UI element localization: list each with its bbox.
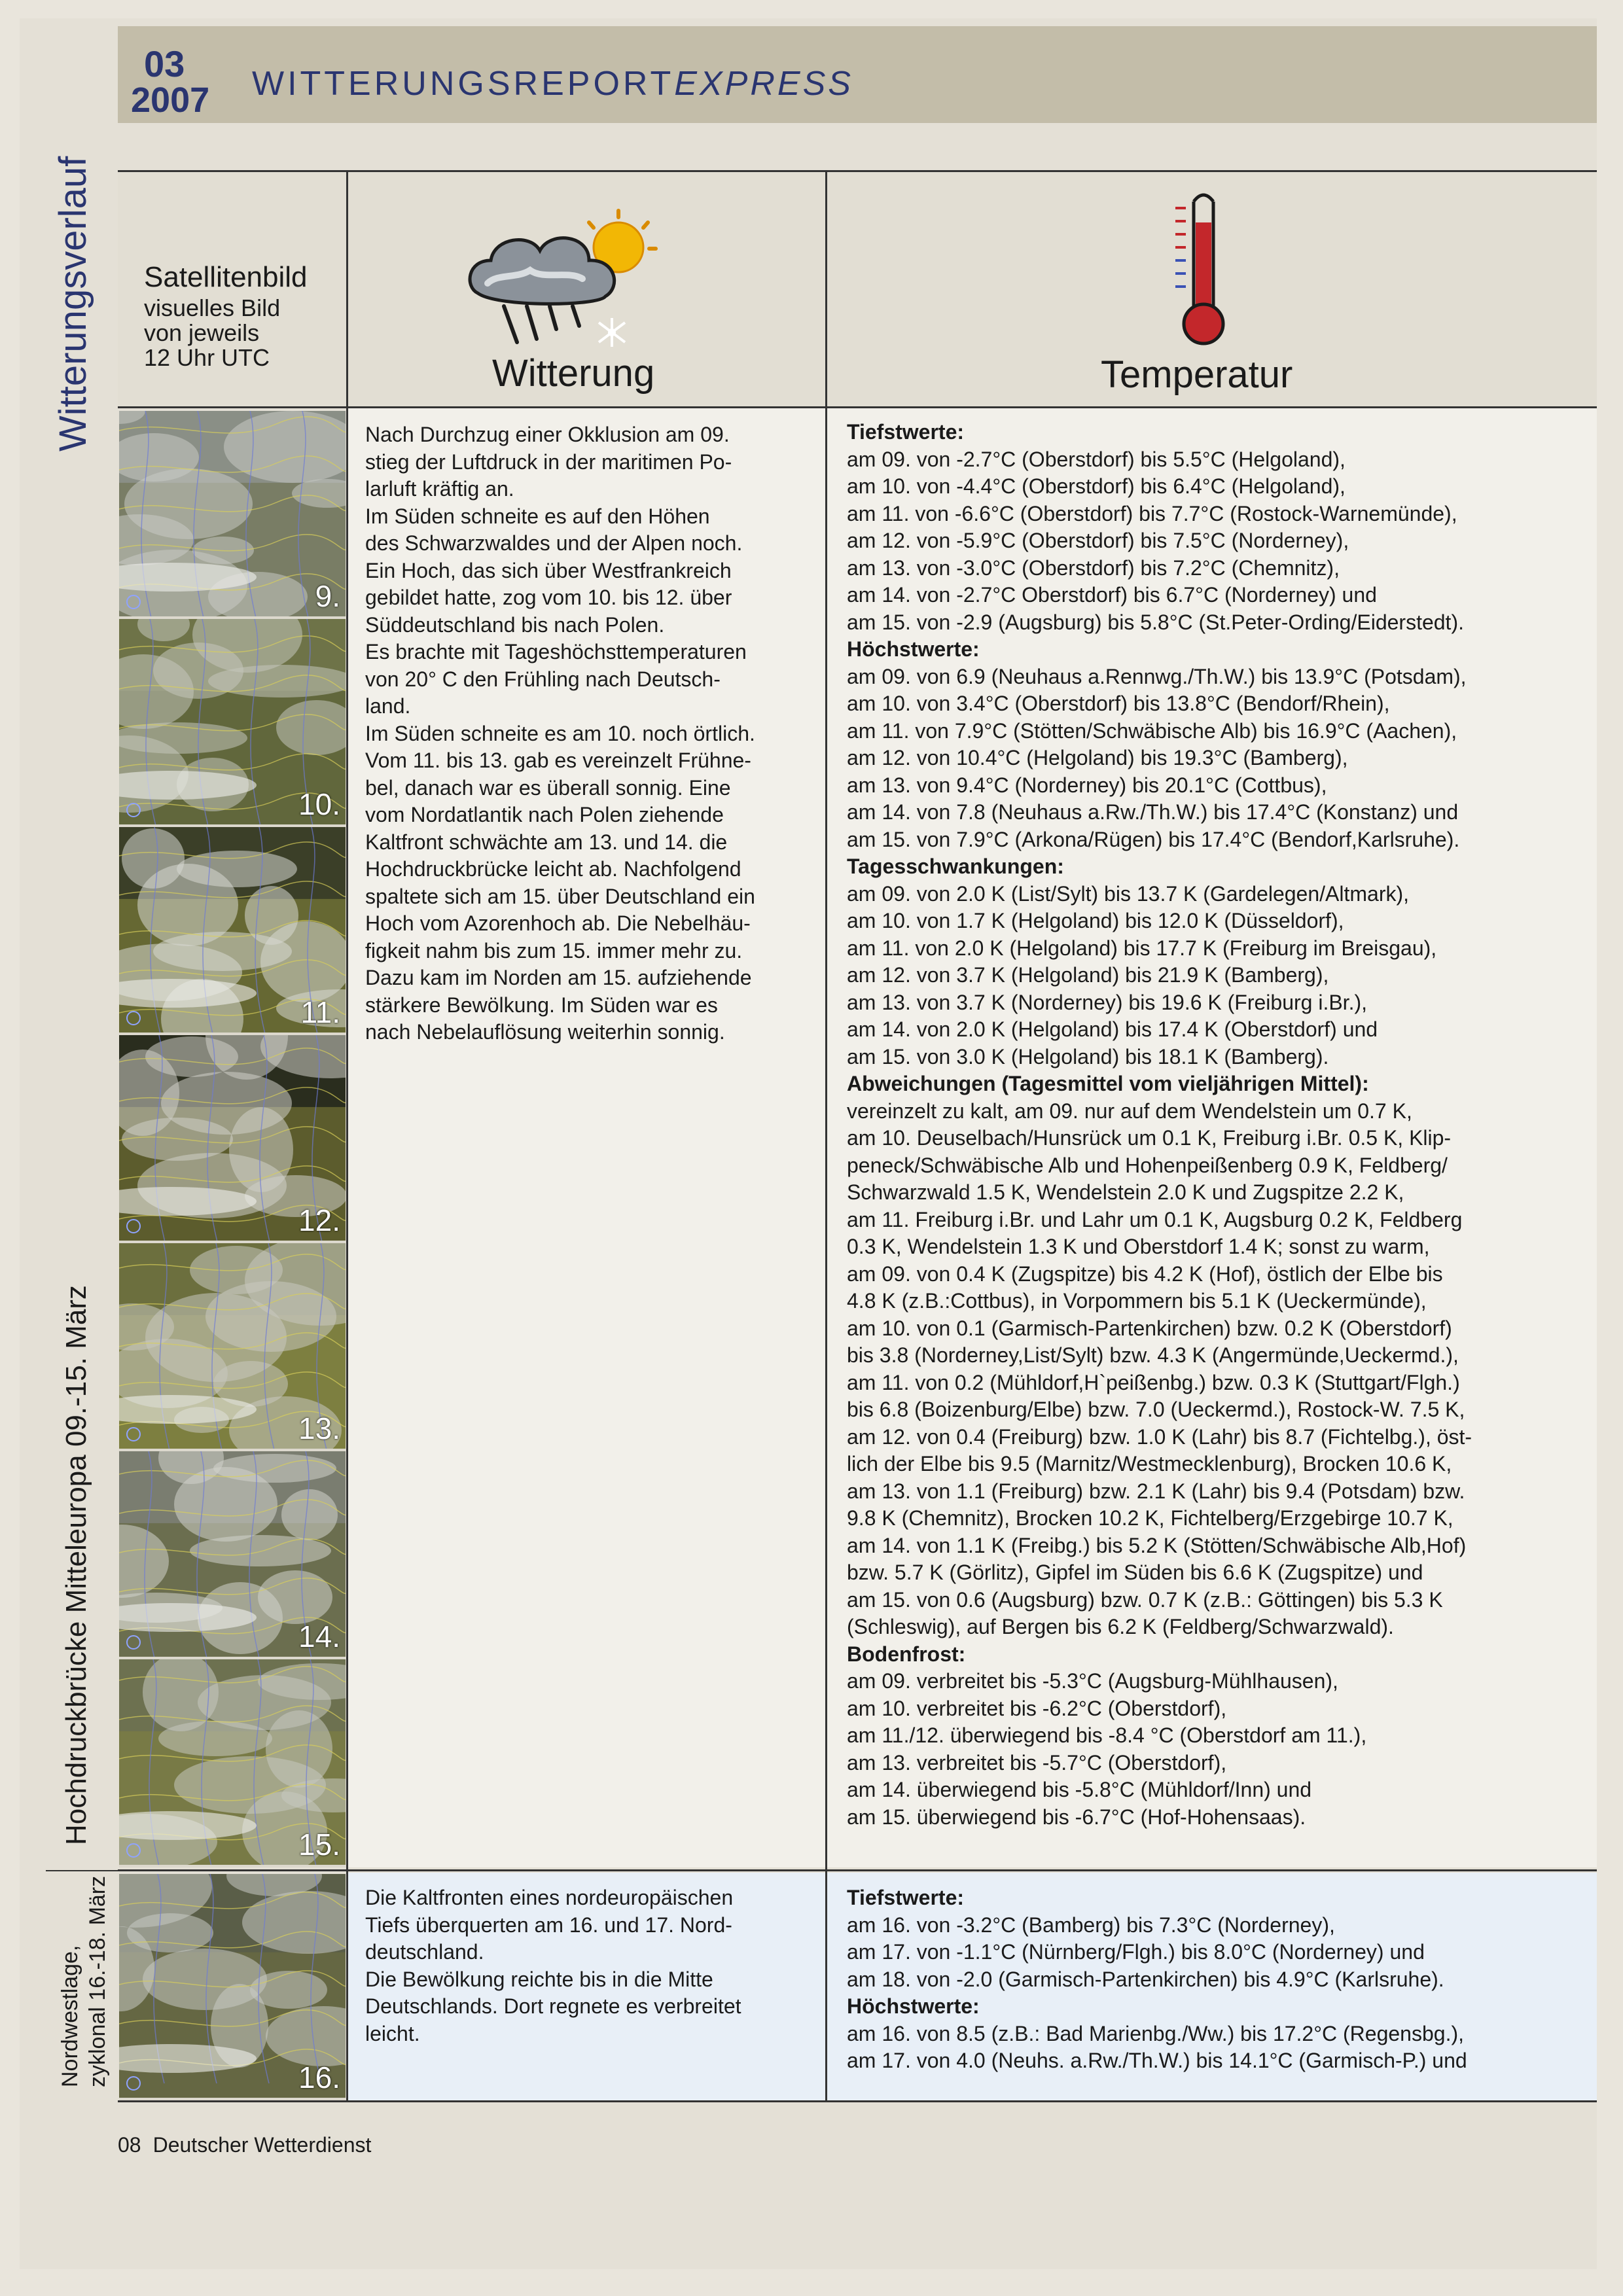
text-line: nach Nebelauflösung weiterhin sonnig. (365, 1020, 725, 1044)
text-line: Hochdruckbrücke leicht ab. Nachfolgend (365, 857, 741, 881)
satellite-sub-line: visuelles Bild (144, 294, 281, 321)
text-line: am 15. von -2.9 (Augsburg) bis 5.8°C (St.Peter-Ording/Eiderstedt). (847, 610, 1464, 634)
text-line: am 12. von 3.7 K (Helgoland) bis 21.9 K (Bamberg), (847, 963, 1329, 987)
text-line: am 11. von 0.2 (Mühldorf,H`peißenbg.) bzw. 0.3 K (Stuttgart/Flgh.) (847, 1370, 1460, 1394)
section-heading: Tiefstwerte: (847, 420, 965, 444)
publisher-name: Deutscher Wetterdienst (152, 2133, 372, 2157)
satellite-image (119, 411, 346, 619)
section-heading: Höchstwerte: (847, 1994, 980, 2018)
text-line: am 14. von 1.1 K (Freibg.) bis 5.2 K (Stötten/Schwäbische Alb,Hof) (847, 1533, 1467, 1557)
text-line: am 10. von -4.4°C (Oberstdorf) bis 6.4°C (Helgoland), (847, 474, 1346, 498)
text-line: Vom 11. bis 13. gab es vereinzelt Frühne- (365, 749, 751, 772)
satellite-day-label: 15. (298, 1828, 340, 1862)
period-divider (46, 1870, 118, 1871)
text-line: bel, danach war es überall sonnig. Eine (365, 775, 731, 800)
text-line: am 17. von -1.1°C (Nürnberg/Flgh.) bis 8.0°C (Norderney) und (847, 1940, 1425, 1964)
text-line: am 13. von -3.0°C (Oberstdorf) bis 7.2°C (Chemnitz), (847, 556, 1340, 580)
text-line: Tiefs überquerten am 16. und 17. Nord- (365, 1913, 732, 1937)
text-line: am 15. von 7.9°C (Arkona/Rügen) bis 17.4°C (Bendorf,Karlsruhe). (847, 827, 1460, 851)
text-line: (Schleswig), auf Bergen bis 6.2 K (Feldberg/Schwarzwald). (847, 1615, 1394, 1638)
text-line: peneck/Schwäbische Alb und Hohenpeißenberg 0.9 K, Feldberg/ (847, 1153, 1448, 1177)
satellite-day-label: 11. (300, 995, 340, 1029)
report-title-main: WITTERUNGSREPORT (252, 65, 675, 103)
issue-number: 03 (144, 43, 185, 84)
text-line: bis 6.8 (Boizenburg/Elbe) bzw. 7.0 (Ueckermd.), Rostock-W. 7.5 K, (847, 1398, 1465, 1421)
satellite-sub-line: von jeweils (144, 319, 260, 346)
text-line: vom Nordatlantik nach Polen ziehende (365, 803, 724, 826)
text-line: am 10. von 0.1 (Garmisch-Partenkirchen) bzw. 0.2 K (Oberstdorf) (847, 1316, 1452, 1340)
section-heading: Bodenfrost: (847, 1642, 966, 1666)
satellite-image (119, 1243, 346, 1451)
thermometer-icon (1166, 190, 1238, 353)
text-line: am 18. von -2.0 (Garmisch-Partenkirchen) bis 4.9°C (Karlsruhe). (847, 1967, 1444, 1991)
temperature-column-title: Temperatur (1101, 353, 1293, 396)
text-line: bzw. 5.7 K (Görlitz), Gipfel im Süden bis 6.6 K (Zugspitze) und (847, 1561, 1423, 1584)
satellite-day-label: 13. (298, 1411, 340, 1445)
text-line: am 15. von 3.0 K (Helgoland) bis 18.1 K (Bamberg). (847, 1044, 1329, 1069)
text-line: am 10. von 3.4°C (Oberstdorf) bis 13.8°C (Bendorf/Rhein), (847, 692, 1390, 715)
text-line: vereinzelt zu kalt, am 09. nur auf dem Wendelstein um 0.7 K, (847, 1099, 1412, 1123)
temperature-details-2 (847, 1884, 1586, 2075)
satellite-image (119, 1451, 346, 1659)
text-line: am 12. von 10.4°C (Helgoland) bis 19.3°C (Bamberg), (847, 746, 1348, 769)
section-title: Witterungsverlauf (52, 156, 94, 451)
text-line: 0.3 K, Wendelstein 1.3 K und Oberstdorf 1.4 K; sonst zu warm, (847, 1235, 1430, 1258)
section-heading: Tagesschwankungen: (847, 855, 1064, 878)
text-line: am 13. von 3.7 K (Norderney) bis 19.6 K (Freiburg i.Br.), (847, 990, 1367, 1014)
text-line: am 14. von 7.8 (Neuhaus a.Rw./Th.W.) bis 17.4°C (Konstanz) und (847, 800, 1459, 824)
table-bottom-border (118, 2100, 1597, 2102)
text-line: deutschland. (365, 1940, 484, 1964)
column-divider-1 (346, 170, 348, 2102)
section-heading: Abweichungen (Tagesmittel vom vieljährigen Mittel): (847, 1072, 1369, 1095)
text-line: am 11. Freiburg i.Br. und Lahr um 0.1 K, Augsburg 0.2 K, Feldberg (847, 1207, 1463, 1231)
page-number: 08 (118, 2133, 141, 2157)
text-line: am 11. von 7.9°C (Stötten/Schwäbische Alb) bis 16.9°C (Aachen), (847, 718, 1457, 743)
text-line: am 16. von 8.5 (z.B.: Bad Marienbg./Ww.) bis 17.2°C (Regensbg.), (847, 2021, 1464, 2045)
issue-year: 2007 (131, 80, 210, 120)
period-label-2a: Nordwestlage, (58, 1945, 82, 2087)
text-line: am 12. von 0.4 (Freiburg) bzw. 1.0 K (Lahr) bis 8.7 (Fichtelbg.), öst- (847, 1424, 1472, 1449)
satellite-day-label: 14. (298, 1619, 340, 1653)
text-line: am 11. von -6.6°C (Oberstdorf) bis 7.7°C (Rostock-Warnemünde), (847, 501, 1457, 525)
text-line: Die Kaltfronten eines nordeuropäischen (365, 1886, 734, 1909)
text-line: am 13. verbreitet bis -5.7°C (Oberstdorf), (847, 1750, 1227, 1775)
text-line: am 09. von 0.4 K (Zugspitze) bis 4.2 K (Hof), östlich der Elbe bis (847, 1262, 1443, 1286)
text-line: stieg der Luftdruck in der maritimen Po- (365, 450, 732, 474)
satellite-day-label: 9. (315, 579, 340, 613)
text-line: am 14. von -2.7°C Oberstdorf) bis 6.7°C (Norderney) und (847, 583, 1377, 607)
period-border (118, 1869, 1597, 1871)
text-line: Hoch vom Azorenhoch ab. Die Nebelhäu- (365, 911, 751, 935)
temperature-details-1 (847, 419, 1586, 1831)
satellite-sub-line: 12 Uhr UTC (144, 344, 270, 371)
text-line: am 10. von 1.7 K (Helgoland) bis 12.0 K (Düsseldorf), (847, 909, 1344, 932)
text-line: am 16. von -3.2°C (Bamberg) bis 7.3°C (Norderney), (847, 1913, 1335, 1937)
satellite-image (119, 1874, 346, 2100)
report-title (252, 67, 853, 101)
section-heading: Höchstwerte: (847, 637, 980, 661)
text-line: am 14. von 2.0 K (Helgoland) bis 17.4 K (Oberstdorf) und (847, 1017, 1378, 1041)
text-line: Deutschlands. Dort regnete es verbreitet (365, 1994, 741, 2018)
text-line: 4.8 K (z.B.:Cottbus), in Vorpommern bis 5.1 K (Ueckermünde), (847, 1289, 1427, 1313)
text-line: am 10. verbreitet bis -6.2°C (Oberstdorf), (847, 1696, 1227, 1720)
satellite-image (119, 827, 346, 1035)
text-line: am 14. überwiegend bis -5.8°C (Mühldorf/Inn) und (847, 1778, 1312, 1801)
text-line: land. (365, 694, 411, 718)
page-footer (118, 2134, 383, 2155)
satellite-day-label: 12. (298, 1203, 340, 1237)
period-label-2b: zyklonal 16.-18. März (85, 1875, 110, 2087)
text-line: Im Süden schneite es am 10. noch örtlich. (365, 721, 755, 745)
satellite-heading: Satellitenbild (144, 261, 308, 293)
text-line: larluft kräftig an. (365, 477, 514, 501)
satellite-image (119, 1659, 346, 1867)
period-label-1: Hochdruckbrücke Mitteleuropa 09.-15. März (60, 1285, 92, 1845)
text-line: Kaltfront schwächte am 13. und 14. die (365, 830, 728, 854)
text-line: figkeit nahm bis zum 15. immer mehr zu. (365, 938, 743, 963)
text-line: Nach Durchzug einer Okklusion am 09. (365, 423, 730, 446)
text-line: Im Süden schneite es auf den Höhen (365, 504, 710, 528)
text-line: spaltete sich am 15. über Deutschland ein (365, 884, 755, 908)
section-heading: Tiefstwerte: (847, 1886, 965, 1909)
text-line: am 15. von 0.6 (Augsburg) bzw. 0.7 K (z.B.: Göttingen) bis 5.3 K (847, 1587, 1443, 1612)
text-line: am 09. verbreitet bis -5.3°C (Augsburg-Mühlhausen), (847, 1669, 1338, 1693)
text-line: am 11. von 2.0 K (Helgoland) bis 17.7 K (Freiburg im Breisgau), (847, 936, 1437, 960)
text-line: am 11./12. überwiegend bis -8.4 °C (Oberstdorf am 11.), (847, 1723, 1367, 1747)
text-line: am 09. von -2.7°C (Oberstdorf) bis 5.5°C (Helgoland), (847, 447, 1346, 471)
weather-description-1 (365, 421, 817, 1046)
satellite-image (119, 619, 346, 827)
header-bottom-border (118, 406, 1597, 408)
text-line: am 12. von -5.9°C (Oberstdorf) bis 7.5°C (Norderney), (847, 529, 1349, 552)
text-line: bis 3.8 (Norderney,List/Sylt) bzw. 4.3 K (Angermünde,Ueckermd.), (847, 1343, 1459, 1367)
text-line: am 17. von 4.0 (Neuhs. a.Rw./Th.W.) bis 14.1°C (Garmisch-P.) und (847, 2049, 1467, 2072)
text-line: am 13. von 9.4°C (Norderney) bis 20.1°C (Cottbus), (847, 773, 1327, 797)
text-line: gebildet hatte, zog vom 10. bis 12. über (365, 586, 732, 609)
cloud-sun-snow-icon (458, 208, 661, 359)
text-line: 9.8 K (Chemnitz), Brocken 10.2 K, Fichtelberg/Erzgebirge 10.7 K, (847, 1506, 1454, 1530)
weather-column-title: Witterung (492, 352, 655, 395)
text-line: des Schwarzwaldes und der Alpen noch. (365, 531, 743, 555)
text-line: Schwarzwald 1.5 K, Wendelstein 2.0 K und Zugspitze 2.2 K, (847, 1180, 1404, 1204)
text-line: am 09. von 6.9 (Neuhaus a.Rennwg./Th.W.) bis 13.9°C (Potsdam), (847, 664, 1467, 688)
text-line: Süddeutschland bis nach Polen. (365, 612, 665, 637)
text-line: am 15. überwiegend bis -6.7°C (Hof-Hohensaas). (847, 1805, 1306, 1829)
text-line: am 13. von 1.1 (Freiburg) bzw. 2.1 K (Lahr) bis 9.4 (Potsdam) bzw. (847, 1479, 1465, 1503)
text-line: lich der Elbe bis 9.5 (Marnitz/Westmecklenburg), Brocken 10.6 K, (847, 1452, 1452, 1475)
satellite-day-label: 10. (298, 787, 340, 821)
table-top-border (118, 170, 1597, 172)
satellite-image (119, 1035, 346, 1243)
column-divider-2 (825, 170, 827, 2102)
satellite-day-label: 16. (298, 2060, 340, 2094)
weather-description-2 (365, 1884, 817, 2047)
text-line: am 09. von 2.0 K (List/Sylt) bis 13.7 K (Gardelegen/Altmark), (847, 881, 1410, 906)
satellite-subheading (144, 296, 340, 370)
text-line: Es brachte mit Tageshöchsttemperaturen (365, 640, 747, 663)
text-line: Die Bewölkung reichte bis in die Mitte (365, 1967, 713, 1991)
text-line: stärkere Bewölkung. Im Süden war es (365, 993, 718, 1017)
text-line: leicht. (365, 2021, 420, 2045)
text-line: am 10. Deuselbach/Hunsrück um 0.1 K, Freiburg i.Br. 0.5 K, Klip- (847, 1126, 1452, 1150)
text-line: von 20° C den Frühling nach Deutsch- (365, 667, 721, 691)
text-line: Dazu kam im Norden am 15. aufziehende (365, 966, 752, 989)
report-title-express: EXPRESS (674, 65, 853, 103)
text-line: Ein Hoch, das sich über Westfrankreich (365, 558, 732, 582)
